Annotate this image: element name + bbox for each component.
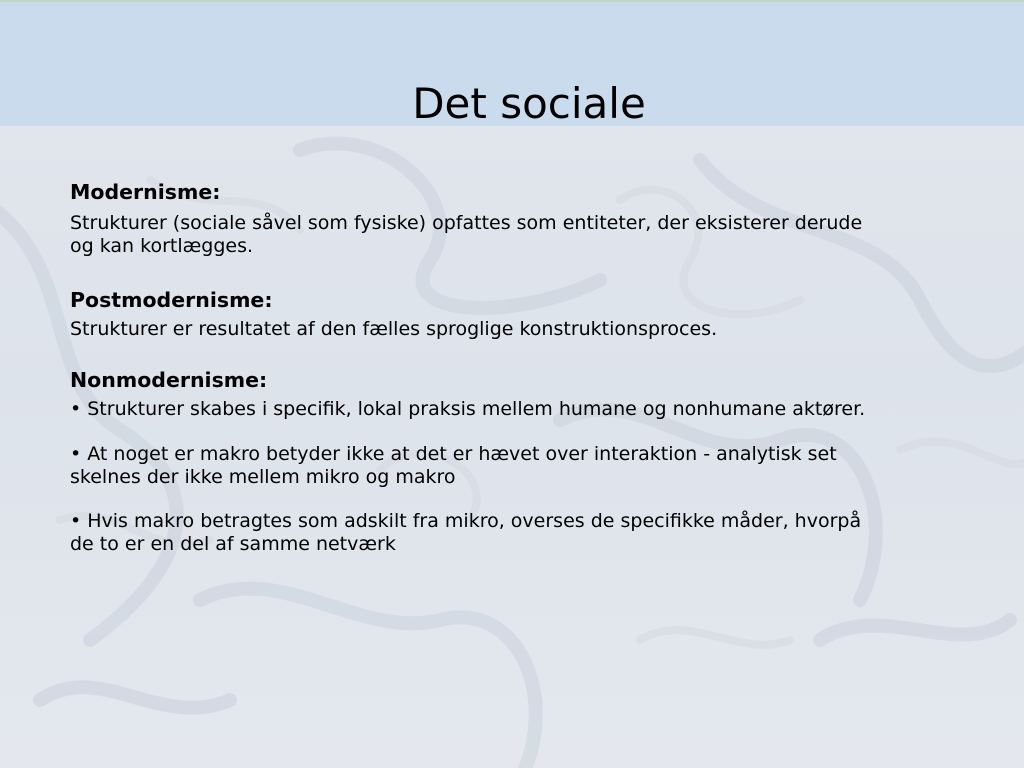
section-heading-postmodernisme: Postmodernisme: (70, 288, 273, 312)
bullet-item: • At noget er makro betyder ikke at det er hævet over interaktion - analytisk set skelnes der ikke mellem mikro og makro (70, 443, 837, 488)
section-text-postmodernisme: Strukturer er resultatet af den fælles sproglige konstruktionsproces. (70, 318, 718, 340)
slide-title: Det sociale (412, 79, 646, 128)
section-heading-modernisme: Modernisme: (70, 180, 221, 204)
section-text-modernisme: Strukturer (sociale såvel som fysiske) opfattes som entiteter, der eksisterer derude og kan kortlægges. (70, 212, 863, 257)
bullet-item: • Strukturer skabes i specifik, lokal praksis mellem humane og nonhumane aktører. (70, 398, 866, 420)
bullet-item: • Hvis makro betragtes som adskilt fra mikro, overses de specifikke måder, hvorpå de to er en del af samme netværk (70, 510, 862, 555)
slide-body (70, 178, 870, 556)
section-heading-nonmodernisme: Nonmodernisme: (70, 368, 268, 392)
